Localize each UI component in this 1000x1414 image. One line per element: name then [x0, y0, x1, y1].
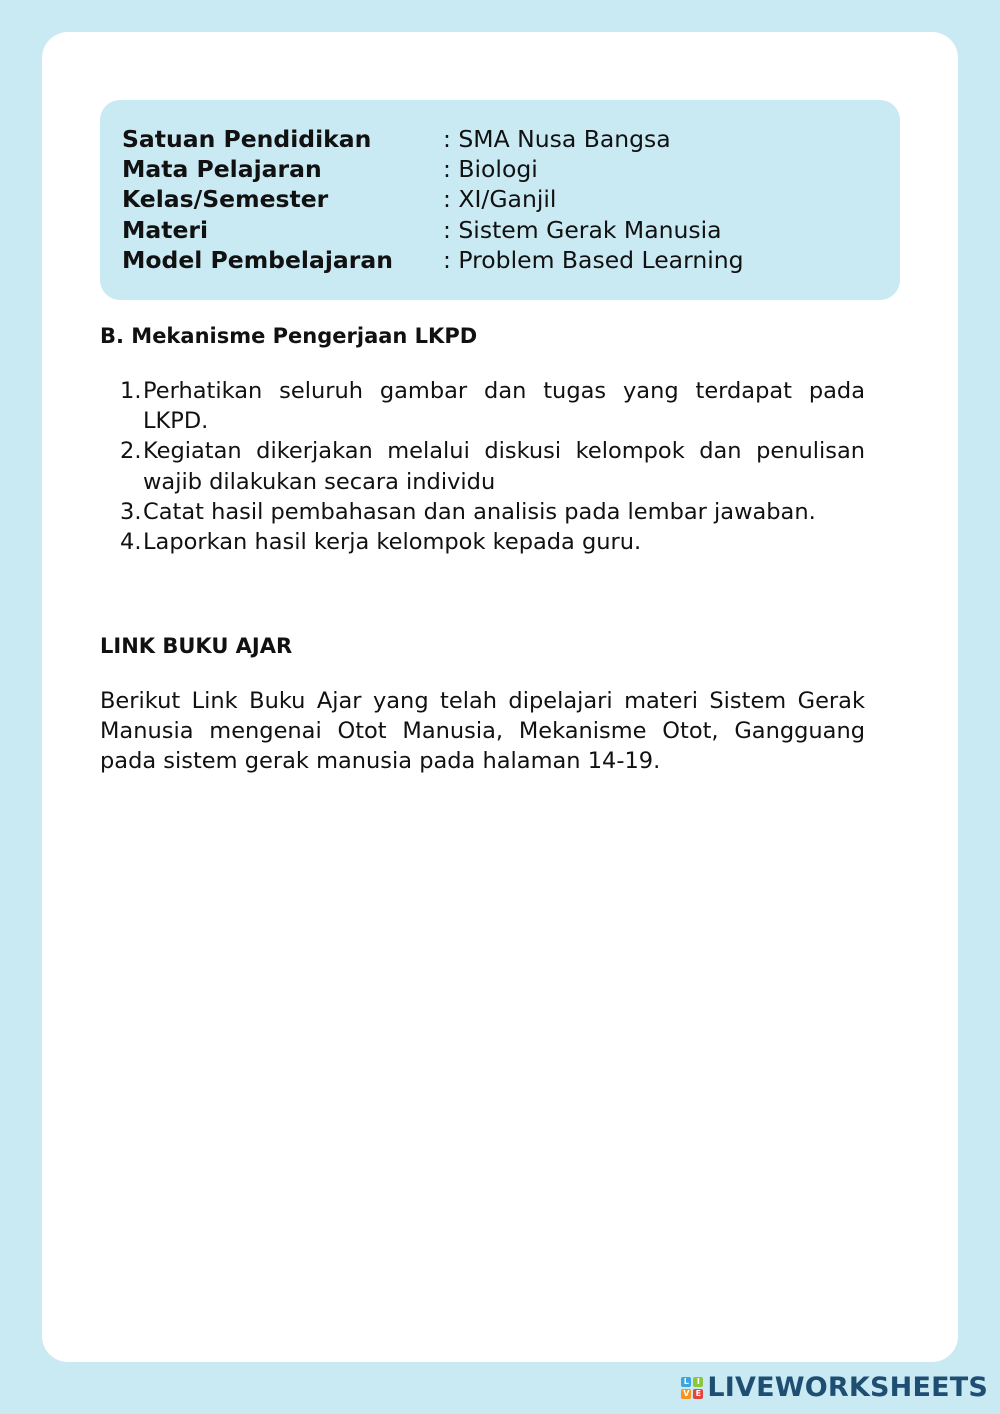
info-value: : SMA Nusa Bangsa	[443, 125, 671, 153]
info-label: Kelas/Semester	[122, 185, 329, 214]
step-text: Catat hasil pembahasan dan analisis pada lembar jawaban.	[143, 498, 816, 525]
link-paragraph: Berikut Link Buku Ajar yang telah dipelajari materi Sistem Gerak Manusia mengenai Otot Manusia, Mekanisme Otot, Gangguang pada sistem gerak manusia pada halaman 14-19.	[100, 688, 865, 775]
step-number: 4.	[120, 529, 142, 556]
list-item	[100, 497, 865, 527]
info-label: Mata Pelajaran	[122, 155, 322, 184]
info-row-topic	[122, 215, 900, 245]
step-number: 3.	[120, 498, 142, 525]
info-label: Model Pembelajaran	[122, 245, 393, 274]
list-item	[100, 436, 865, 496]
step-number: 1.	[120, 378, 142, 404]
brand-name: LIVEWORKSHEETS	[707, 1372, 988, 1403]
logo-letter: V	[683, 1388, 690, 1398]
info-row-class	[122, 184, 900, 214]
list-item	[100, 376, 865, 436]
info-value: : Biologi	[443, 155, 538, 184]
step-text: Laporkan hasil kerja kelompok kepada guru.	[143, 529, 642, 556]
info-value: : Sistem Gerak Manusia	[443, 215, 722, 244]
worksheet-page	[42, 32, 958, 1362]
liveworksheets-brand[interactable]	[681, 1372, 988, 1403]
logo-letter: L	[681, 1377, 691, 1387]
step-number: 2.	[120, 438, 142, 465]
step-text: Perhatikan seluruh gambar dan tugas yang terdapat pada LKPD.	[143, 378, 865, 435]
section-b-title: B. Mekanisme Pengerjaan LKPD	[100, 324, 478, 348]
step-text: Kegiatan dikerjakan melalui diskusi kelompok dan penulisan wajib dilakukan secara individu	[143, 438, 865, 495]
logo-letter: E	[693, 1389, 703, 1399]
link-section-title: LINK BUKU AJAR	[100, 634, 293, 658]
logo-letter: I	[693, 1377, 703, 1387]
info-label: Satuan Pendidikan	[122, 125, 372, 153]
info-label: Materi	[122, 215, 209, 244]
info-row-model	[122, 245, 900, 275]
info-row-school	[122, 124, 900, 154]
info-value: : XI/Ganjil	[443, 185, 557, 214]
steps-list	[100, 376, 865, 557]
info-row-subject	[122, 154, 900, 184]
liveworksheets-logo-icon	[681, 1377, 703, 1399]
info-value: : Problem Based Learning	[443, 245, 744, 274]
list-item	[100, 527, 865, 557]
info-box	[100, 100, 900, 300]
